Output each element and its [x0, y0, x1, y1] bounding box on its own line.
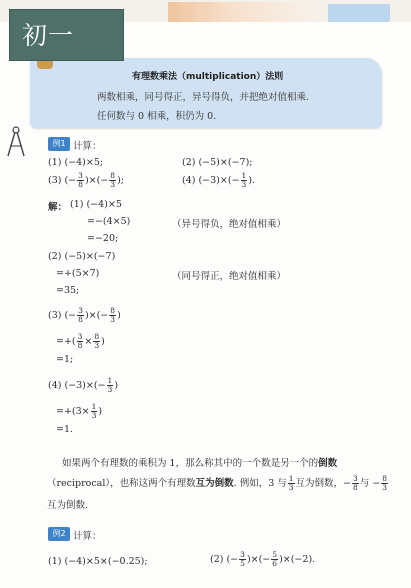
solution-4-line-1: (4) (−3)×(− $\frac{1}{3}$ ) — [48, 376, 119, 394]
solution-3-line-3: =1; — [56, 354, 74, 365]
example-2-heading: 计算： — [73, 531, 102, 542]
solution-3-line-1: (3) (− $\frac{3}{8}$ )×(− $\frac{8}{3}$ ) — [48, 306, 121, 324]
reciprocal-line-3: 互为倒数. — [47, 500, 89, 511]
solution-2-line-3: =35; — [56, 285, 80, 296]
solution-1-line-3: =−20; — [87, 233, 119, 244]
reciprocal-line-2: （reciprocal），也称这两个有理数互为倒数. 例如，3 与 $\frac{1}{3}$ 互为倒数，− $\frac{3}{8}$ 与 − $\frac{8}{3}$ — [47, 474, 388, 492]
solution-2-line-1: (2) (−5)×(−7) — [48, 251, 116, 262]
compass-icon — [4, 126, 28, 160]
solution-label: 解： — [48, 202, 68, 213]
solution-1-line-1: (1) (−4)×5 — [70, 199, 122, 210]
solution-1-line-2: =−(4×5) — [87, 216, 131, 227]
grade-badge: 初一 — [9, 9, 124, 61]
solution-1-note: （异号得负，绝对值相乘） — [172, 219, 287, 230]
example-2-problem-2: (2) (− $\frac{3}{5}$ )×(− $\frac{5}{6}$ )×(−2). — [210, 550, 316, 568]
rule-line-1: 两数相乘，同号得正，异号得负，并把绝对值相乘. — [97, 92, 310, 103]
example-1-heading: 计算： — [73, 141, 102, 152]
term-mutual-reciprocal: 互为倒数 — [195, 478, 234, 489]
problem-4: (4) (−3)×(− $\frac{1}{3}$ ). — [182, 171, 256, 189]
example-2-problem-1: (1) (−4)×5×(−0.25); — [48, 556, 148, 567]
badge-ribbon — [37, 61, 53, 69]
problem-1: (1) (−4)×5; — [48, 157, 104, 168]
term-reciprocal: 倒数 — [318, 458, 338, 469]
rule-title: 有理数乘法（multiplication）法则 — [132, 72, 284, 82]
header-blue-bar — [328, 4, 390, 22]
header-gradient-bar — [168, 2, 318, 22]
reciprocal-line-1: 如果两个有理数的乘积为 1，那么称其中的一个数是另一个的倒数 — [62, 458, 338, 469]
solution-2-note: （同号得正，绝对值相乘） — [172, 271, 287, 282]
rule-line-2: 任何数与 0 相乘，积仍为 0. — [97, 111, 217, 122]
problem-2: (2) (−5)×(−7); — [182, 157, 253, 168]
solution-4-line-3: =1. — [56, 424, 74, 435]
problem-3: (3) (− $\frac{3}{8}$ )×(− $\frac{8}{3}$ ); — [48, 171, 124, 189]
example-1-tag: 例1 — [48, 137, 70, 151]
example-2-tag: 例2 — [48, 527, 70, 541]
solution-4-line-2: =+(3× $\frac{1}{3}$ ) — [56, 402, 103, 420]
solution-3-line-2: =+( $\frac{3}{8}$ × $\frac{8}{3}$ ) — [56, 332, 105, 350]
solution-2-line-2: =+(5×7) — [56, 268, 100, 279]
